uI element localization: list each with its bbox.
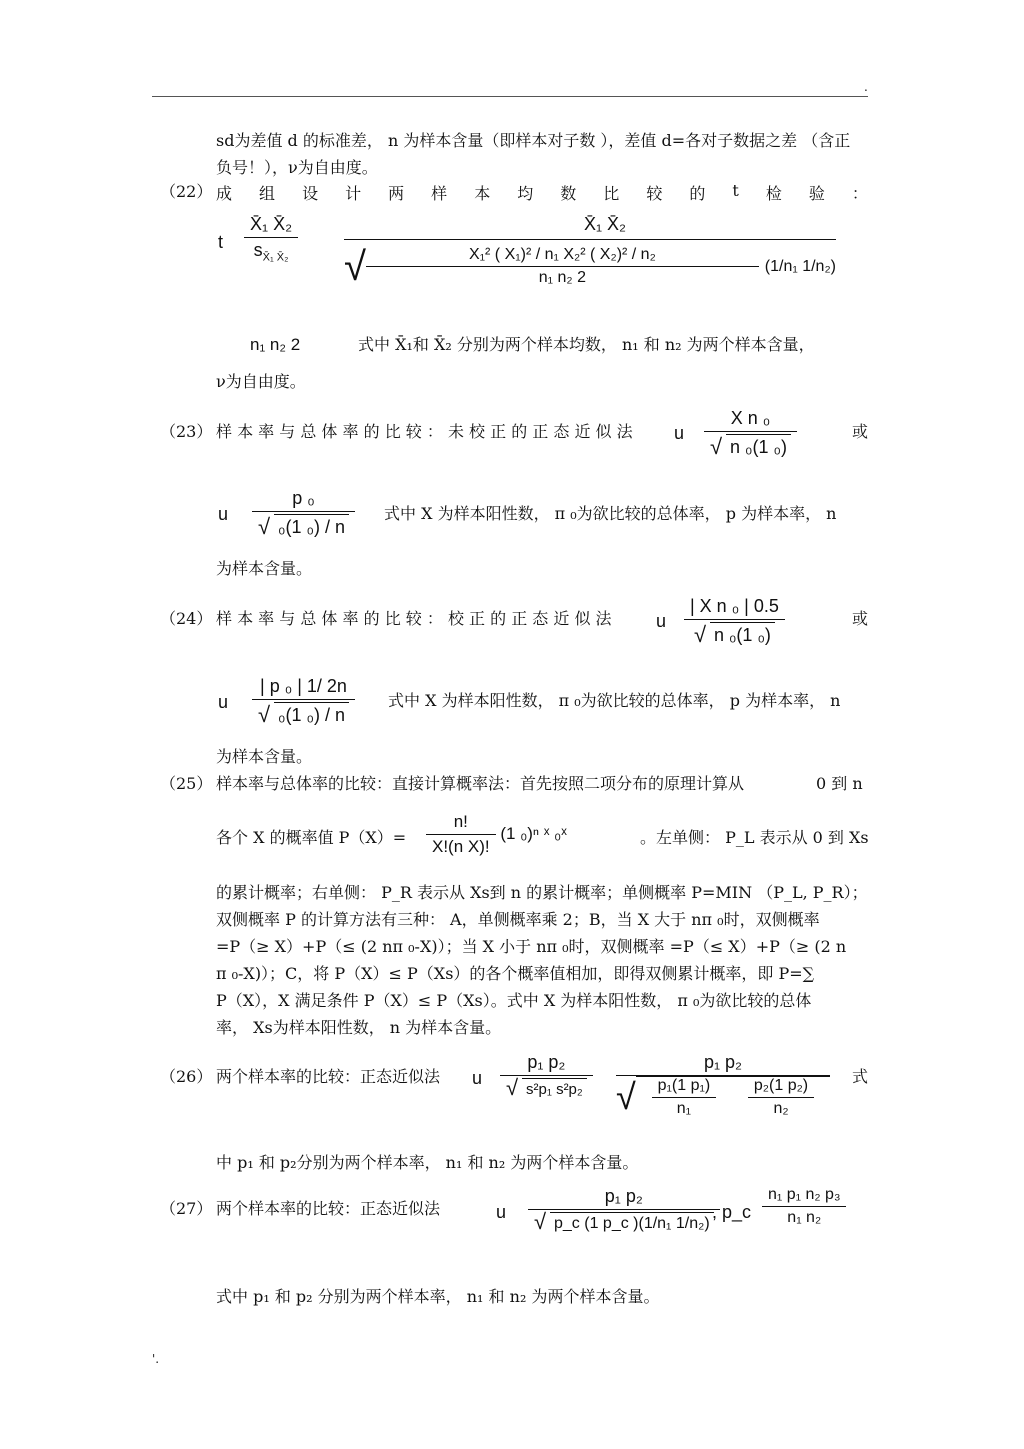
s22-char: 计 bbox=[345, 184, 362, 203]
s23-formula-2: p ₀ √ ₀(1 ₀) / n bbox=[252, 488, 355, 538]
s22-char: 较 bbox=[646, 184, 663, 203]
s26-desc: 中 p₁ 和 p₂分别为两个样本率， n₁ 和 n₂ 为两个样本含量。 bbox=[216, 1153, 639, 1172]
s26-tail: 式 bbox=[852, 1067, 869, 1086]
s23-u2: u bbox=[218, 504, 229, 524]
section-26-number: （26） bbox=[160, 1067, 213, 1086]
s23-formula-1: X n ₀ √ n ₀(1 ₀) bbox=[704, 408, 797, 458]
s22-char: 两 bbox=[388, 184, 405, 203]
s25-line-1-end: 0 到 n bbox=[816, 774, 863, 793]
footer-dot: '. bbox=[152, 1352, 160, 1366]
s25-line-8: 率， Xs为样本阳性数， n 为样本含量。 bbox=[216, 1018, 502, 1037]
s26-u: u bbox=[472, 1068, 483, 1088]
s27-u: u bbox=[496, 1202, 507, 1222]
s22-char: 组 bbox=[259, 184, 276, 203]
header-dot: . bbox=[864, 80, 868, 94]
s24-u2: u bbox=[218, 692, 229, 712]
s27-formula: p₁ p₂ √ p_c (1 p_c )(1/n₁ 1/n₂) bbox=[528, 1186, 720, 1233]
s22-char: t bbox=[732, 181, 739, 200]
s25-line-6: π ₀-X)）；C，将 P（X）≤ P（Xs）的各个概率值相加，即得双侧累计概率，即 P=∑ bbox=[216, 964, 815, 983]
s22-formula-left bbox=[244, 214, 298, 264]
intro-line-2: 负号！），ν为自由度。 bbox=[216, 158, 378, 177]
s22-char: 样 bbox=[431, 184, 448, 203]
s25-formula: $\frac{n!}{\text{X!(n X)!}}$ (1 ₀)ⁿ ˣ ₀ˣ bbox=[426, 812, 567, 857]
s22-frac-den: $s_{X̄_1 X̄_2}$ bbox=[253, 240, 289, 264]
s22-char: ： bbox=[851, 184, 868, 203]
s22-right-num: X̄₁ X̄₂ bbox=[583, 214, 627, 234]
intro-line-1: sd为差值 d 的标准差， n 为样本含量（即样本对子数 ），差值 d=各对子数据之差 （含正 bbox=[216, 131, 851, 150]
s25-line-5: =P（≥ X）+P（≤ (2 nπ ₀-X)）；当 X 小于 nπ ₀时，双侧概率 =P（≤ X）+P（≥ (2 n bbox=[216, 937, 847, 956]
s22-t-symbol: t bbox=[218, 232, 224, 252]
s26-title: 两个样本率的比较：正态近似法 bbox=[216, 1067, 441, 1086]
s22-char: 比 bbox=[603, 184, 620, 203]
s27-pc-formula: $\frac{\text{n₁ p₁ n₂ p₃}}{\text{n₁ n₂}}$ bbox=[762, 1186, 846, 1227]
s22-char: 本 bbox=[474, 184, 491, 203]
s25-line-1: 样本率与总体率的比较：直接计算概率法：首先按照二项分布的原理计算从 bbox=[216, 774, 745, 793]
s22-frac-num: X̄₁ X̄₂ bbox=[244, 214, 298, 238]
s22-line-b: 式中 X̄₁和 X̄₂ 分别为两个样本均数， n₁ 和 n₂ 为两个样本含量， bbox=[358, 335, 815, 354]
header-rule bbox=[152, 96, 868, 97]
s26-formula-1: p₁ p₂ √ s²p₁ s²p₂ bbox=[500, 1052, 593, 1099]
s22-char: 成 bbox=[216, 184, 233, 203]
s22-char: 的 bbox=[689, 184, 706, 203]
s24-formula-1: | X n ₀ | 0.5 √ n ₀(1 ₀) bbox=[684, 596, 785, 646]
s23-or: 或 bbox=[852, 422, 869, 441]
s26-formula-2: p₁ p₂ √ $\frac{\text{p₁(1 p₁)}}{\text{n₁}}$ $\frac{\text{p₂(1 p₂)}}{\text{n₂}}$ bbox=[616, 1052, 830, 1118]
s24-desc: 式中 X 为样本阳性数， π ₀为欲比较的总体率， p 为样本率， n bbox=[388, 691, 841, 710]
s22-line-a: n₁ n₂ 2 bbox=[250, 335, 301, 354]
section-27-number: （27） bbox=[160, 1199, 213, 1218]
s27-pc: , p_c bbox=[712, 1202, 752, 1222]
s24-u: u bbox=[656, 611, 667, 631]
s23-desc-2: 为样本含量。 bbox=[216, 559, 313, 578]
s22-char: 验 bbox=[808, 184, 825, 203]
s23-title: 样 本 率 与 总 体 率 的 比 较 ： 未 校 正 的 正 态 近 似 法 bbox=[216, 422, 633, 441]
s22-right-den-top: X₁² ( X₁)² / n₁ X₂² ( X₂)² / n₂ bbox=[366, 246, 759, 267]
s24-title: 样 本 率 与 总 体 率 的 比 较 ： 校 正 的 正 态 近 似 法 bbox=[216, 609, 612, 628]
s22-right-den-bottom: n₁ n₂ 2 bbox=[538, 269, 586, 286]
s23-desc: 式中 X 为样本阳性数， π ₀为欲比较的总体率， p 为样本率， n bbox=[384, 504, 837, 523]
s22-char: 均 bbox=[517, 184, 534, 203]
s27-desc: 式中 p₁ 和 p₂ 分别为两个样本率， n₁ 和 n₂ 为两个样本含量。 bbox=[216, 1287, 660, 1306]
s22-line-c: ν为自由度。 bbox=[216, 372, 306, 391]
section-22-title bbox=[216, 181, 868, 204]
s24-desc-2: 为样本含量。 bbox=[216, 747, 313, 766]
s24-or: 或 bbox=[852, 609, 869, 628]
s25-line-4: 双侧概率 P 的计算方法有三种： A，单侧概率乘 2；B，当 X 大于 nπ ₀时，双侧概率 bbox=[216, 910, 820, 929]
s22-char: 检 bbox=[765, 184, 782, 203]
s23-u: u bbox=[674, 423, 685, 443]
s27-title: 两个样本率的比较：正态近似法 bbox=[216, 1199, 441, 1218]
s22-formula-right: X̄₁ X̄₂ √ $\frac{\text{X₁² ( X₁)² / n₁ X₂² ( X₂)² / n₂}}{\text{n₁ n₂ 2}}$ (1/n₁ 1/n₂) bbox=[344, 214, 836, 289]
s25-line-2-pre: 各个 X 的概率值 P（X）= bbox=[216, 828, 407, 847]
s25-line-2-post: 。左单侧： P_L 表示从 0 到 Xs bbox=[640, 828, 869, 847]
section-25-number: （25） bbox=[160, 774, 213, 793]
s22-char: 数 bbox=[560, 184, 577, 203]
s25-line-7: P（X），X 满足条件 P（X）≤ P（Xs）。式中 X 为样本阳性数， π ₀为欲比较的总体 bbox=[216, 991, 812, 1010]
s22-paren: (1/n₁ 1/n₂) bbox=[764, 257, 836, 275]
s22-char: 设 bbox=[302, 184, 319, 203]
section-24-number: （24） bbox=[160, 609, 213, 628]
section-23-number: （23） bbox=[160, 422, 213, 441]
s24-formula-2: | p ₀ | 1/ 2n √ ₀(1 ₀) / n bbox=[252, 676, 355, 726]
section-22-number: （22） bbox=[160, 182, 213, 201]
s25-line-3: 的累计概率；右单侧： P_R 表示从 Xs到 n 的累计概率；单侧概率 P=MIN （P_L, P_R）； bbox=[216, 883, 868, 902]
